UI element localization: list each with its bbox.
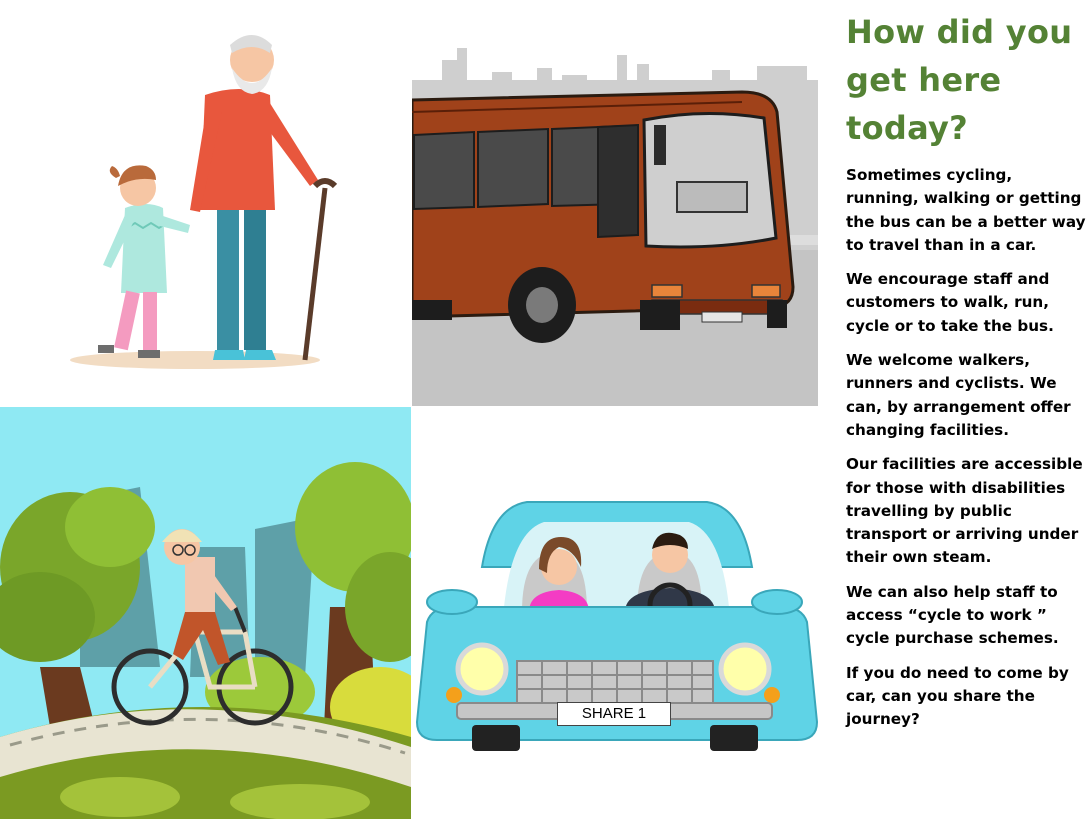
walking-illustration (0, 0, 411, 406)
cycling-illustration (0, 407, 411, 819)
car-illustration (412, 407, 818, 819)
paragraph-accessibility: Our facilities are accessible for those with disabilities travelling by public transport or arriving under their own steam. (846, 455, 1083, 567)
page-title: How did you get here today? (846, 13, 1073, 147)
paragraph-welcome: We welcome walkers, runners and cyclists. We can, by arrangement offer changing facilities. (846, 351, 1071, 439)
paragraph-car-share: If you do need to come by car, can you share the journey? (846, 663, 1069, 729)
text-column (846, 8, 1086, 743)
paragraph-encourage: We encourage staff and customers to walk, run, cycle or to take the bus. (846, 270, 1054, 335)
bus-image (412, 0, 818, 406)
cyclist-image (0, 407, 411, 819)
license-plate (557, 702, 671, 726)
paragraph-cycling: Sometimes cycling, running, walking or getting the bus can be a better way to travel than in a car. (846, 166, 1086, 254)
walking-people-image (0, 0, 411, 406)
paragraph-cycle-to-work: We can also help staff to access “cycle to work ” cycle purchase schemes. (846, 582, 1059, 648)
license-plate-text: SHARE 1 (581, 705, 647, 722)
bus-illustration (412, 0, 818, 406)
car-image (412, 407, 818, 819)
